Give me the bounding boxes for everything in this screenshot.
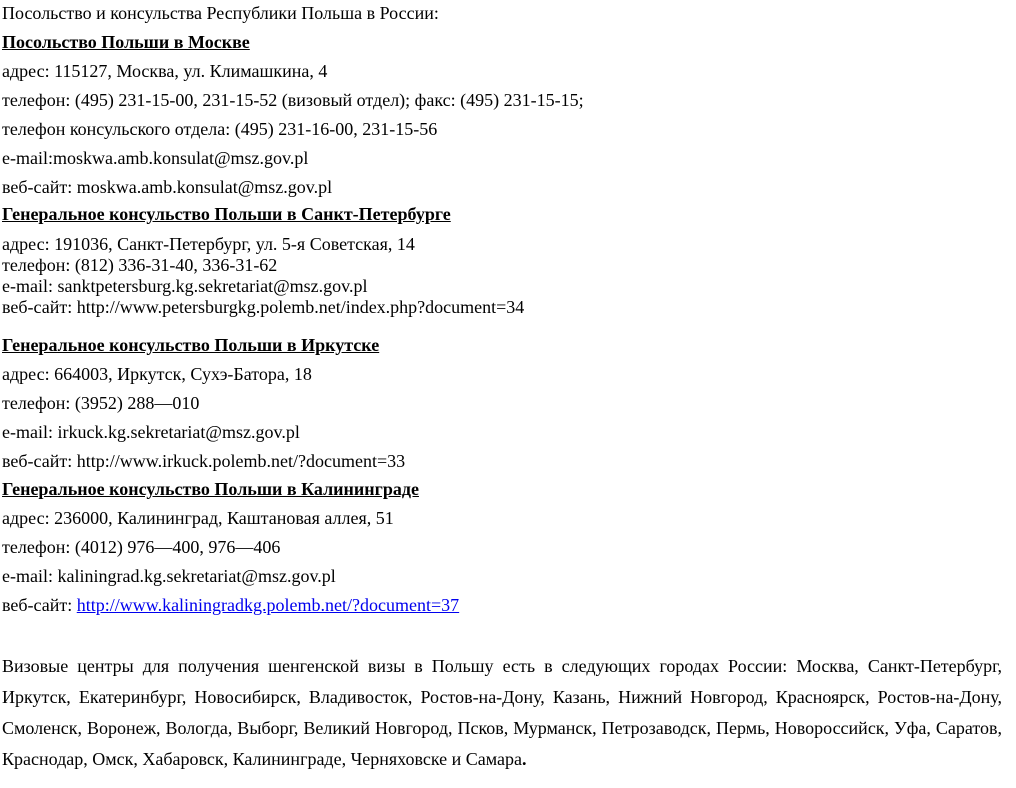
irkutsk-phone: телефон: (3952) 288—010 [2,393,200,413]
kaliningrad-heading: Генеральное консульство Польши в Калининграде [2,479,419,499]
irkutsk-email: e-mail: irkuck.kg.sekretariat@msz.gov.pl [2,422,300,442]
petersburg-heading: Генеральное консульство Польши в Санкт-Петербурге [2,204,451,224]
kaliningrad-website-label: веб-сайт: [2,595,77,615]
document-body [2,0,1002,775]
kaliningrad-email: e-mail: kaliningrad.kg.sekretariat@msz.gov.pl [2,566,336,586]
moscow-website: веб-сайт: moskwa.amb.konsulat@msz.gov.pl [2,177,333,197]
kaliningrad-address: адрес: 236000, Калининград, Каштановая аллея, 51 [2,508,394,528]
moscow-heading: Посольство Польши в Москве [2,32,250,52]
moscow-email: e-mail:moskwa.amb.konsulat@msz.gov.pl [2,148,309,168]
kaliningrad-phone: телефон: (4012) 976—400, 976—406 [2,537,281,557]
kaliningrad-website-line [2,594,1002,616]
moscow-phone: телефон: (495) 231-15-00, 231-15-52 (визовый отдел); факс: (495) 231-15-15; [2,90,584,110]
petersburg-address: адрес: 191036, Санкт-Петербург, ул. 5-я Советская, 14 [2,234,415,254]
petersburg-phone: телефон: (812) 336-31-40, 336-31-62 [2,255,278,275]
irkutsk-address: адрес: 664003, Иркутск, Сухэ-Батора, 18 [2,364,312,384]
irkutsk-heading: Генеральное консульство Польши в Иркутске [2,335,380,355]
petersburg-website: веб-сайт: http://www.petersburgkg.polemb.net/index.php?document=34 [2,297,525,317]
visa-centers-text: Визовые центры для получения шенгенской визы в Польшу есть в следующих городах России: Москва, Санкт-Петербург, Иркутск, Екатеринбург, Новосибирск, Владивосток, Ростов-на-Дону, Казань, Нижний Новгород, Красноярск, Ростов-на-Дону, Смоленск, Воронеж, Вологда, Выборг, Великий Новгород, Псков, Мурманск, Петрозаводск, Пермь, Новороссийск, Уфа, Саратов, Краснодар, Омск, Хабаровск, Калининграде, Черняховске и Самара [2,656,1002,769]
intro-line: Посольство и консульства Республики Польша в России: [2,3,439,23]
visa-centers-end-mark: . [522,749,527,769]
kaliningrad-website-link[interactable]: http://www.kaliningradkg.polemb.net/?document=37 [76,595,460,615]
irkutsk-website: веб-сайт: http://www.irkuck.polemb.net/?document=33 [2,451,406,471]
moscow-address: адрес: 115127, Москва, ул. Климашкина, 4 [2,61,328,81]
petersburg-email: e-mail: sanktpetersburg.kg.sekretariat@msz.gov.pl [2,276,368,296]
visa-centers-paragraph [2,651,1002,775]
moscow-consular-phone: телефон консульского отдела: (495) 231-16-00, 231-15-56 [2,119,438,139]
